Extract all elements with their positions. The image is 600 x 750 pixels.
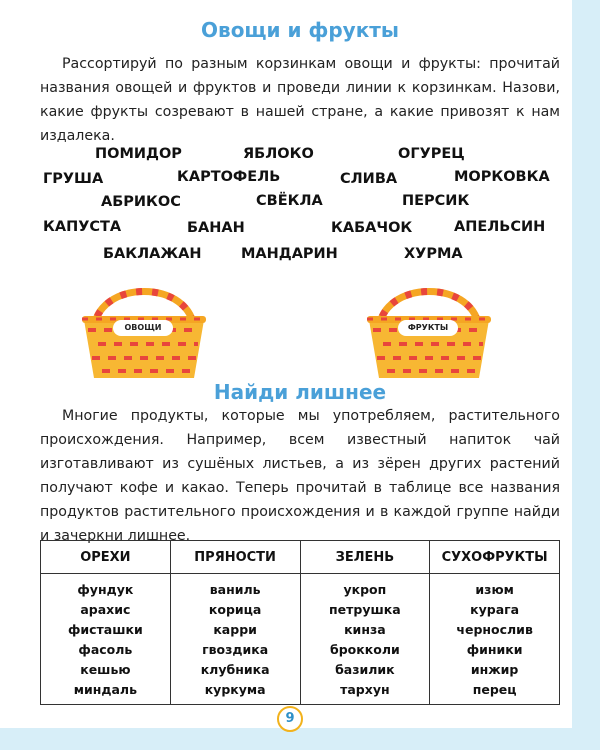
word-item: МАНДАРИН — [241, 246, 338, 262]
basket-vegetables — [80, 270, 208, 382]
word-item: ГРУША — [43, 171, 104, 187]
basket-label-vegetables: ОВОЩИ — [113, 320, 173, 336]
column-spices — [170, 574, 300, 705]
list-item[interactable]: клубника — [200, 662, 270, 677]
list-item[interactable]: кинза — [344, 622, 386, 637]
basket-label-fruits: ФРУКТЫ — [398, 320, 458, 336]
list-item[interactable]: фасоль — [78, 642, 133, 657]
word-item: КАБАЧОК — [331, 220, 413, 236]
word-item: ПОМИДОР — [95, 146, 182, 162]
section-title-find-extra: Найди лишнее — [213, 380, 387, 404]
list-item[interactable]: курага — [470, 602, 520, 617]
list-item[interactable]: гвоздика — [202, 642, 269, 657]
list-item[interactable]: петрушка — [329, 602, 401, 617]
word-item: ОГУРЕЦ — [398, 146, 465, 162]
list-item[interactable]: укроп — [343, 582, 387, 597]
list-item[interactable]: фисташки — [67, 622, 143, 637]
word-item: ПЕРСИК — [402, 193, 470, 209]
word-item: КАПУСТА — [43, 219, 122, 235]
word-item: ХУРМА — [404, 246, 463, 262]
word-item: БАКЛАЖАН — [103, 246, 202, 262]
decorative-side-strip — [572, 0, 600, 750]
column-header: ОРЕХИ — [41, 541, 171, 574]
column-nuts — [41, 574, 171, 705]
list-item[interactable]: брокколи — [330, 642, 400, 657]
list-item[interactable]: карри — [213, 622, 257, 637]
products-table — [40, 540, 560, 705]
list-item[interactable]: тархун — [340, 682, 390, 697]
column-dried-fruits — [430, 574, 560, 705]
word-item: СЛИВА — [340, 171, 398, 187]
column-greens — [300, 574, 430, 705]
word-item: МОРКОВКА — [454, 169, 550, 185]
instruction-paragraph-2: Многие продукты, которые мы употребляем, растительного происхождения. Например, всем известный напиток чай изготавливают из сушёных листьев, а из зёрен других растений получают кофе и какао. Теперь прочитай в таблице все названия продуктов растительного происхождения и в каждой группе найди и зачеркни лишнее. — [40, 408, 560, 544]
word-item: АПЕЛЬСИН — [454, 219, 546, 235]
table-row — [41, 574, 560, 705]
word-item: КАРТОФЕЛЬ — [177, 169, 281, 185]
basket-fruits — [365, 270, 493, 382]
column-header: СУХОФРУКТЫ — [430, 541, 560, 574]
list-item[interactable]: куркума — [204, 682, 266, 697]
section-title-vegetables-fruits: Овощи и фрукты — [201, 18, 399, 42]
word-item: БАНАН — [187, 220, 245, 236]
list-item[interactable]: корица — [208, 602, 262, 617]
list-item[interactable]: чернослив — [456, 622, 533, 637]
list-item[interactable]: ваниль — [209, 582, 261, 597]
list-item[interactable]: базилик — [335, 662, 395, 677]
list-item[interactable]: перец — [472, 682, 517, 697]
column-header: ЗЕЛЕНЬ — [300, 541, 430, 574]
column-header: ПРЯНОСТИ — [170, 541, 300, 574]
list-item[interactable]: фундук — [77, 582, 134, 597]
page-number: 9 — [277, 706, 303, 732]
list-item[interactable]: арахис — [80, 602, 131, 617]
instruction-paragraph-1: Рассортируй по разным корзинкам овощи и фрукты: прочитай названия овощей и фруктов и проведи линии к корзинкам. Назови, какие фрукты созревают в нашей стране, а какие привозят к нам издалека. — [40, 56, 560, 144]
table-header-row — [41, 541, 560, 574]
list-item[interactable]: миндаль — [73, 682, 137, 697]
list-item[interactable]: изюм — [475, 582, 514, 597]
list-item[interactable]: инжир — [470, 662, 519, 677]
word-item: СВЁКЛА — [256, 193, 323, 209]
word-item: АБРИКОС — [101, 194, 181, 210]
page — [40, 0, 560, 728]
list-item[interactable]: кешью — [80, 662, 131, 677]
word-item: ЯБЛОКО — [243, 146, 314, 162]
decorative-bottom-strip — [0, 728, 600, 750]
list-item[interactable]: финики — [466, 642, 523, 657]
